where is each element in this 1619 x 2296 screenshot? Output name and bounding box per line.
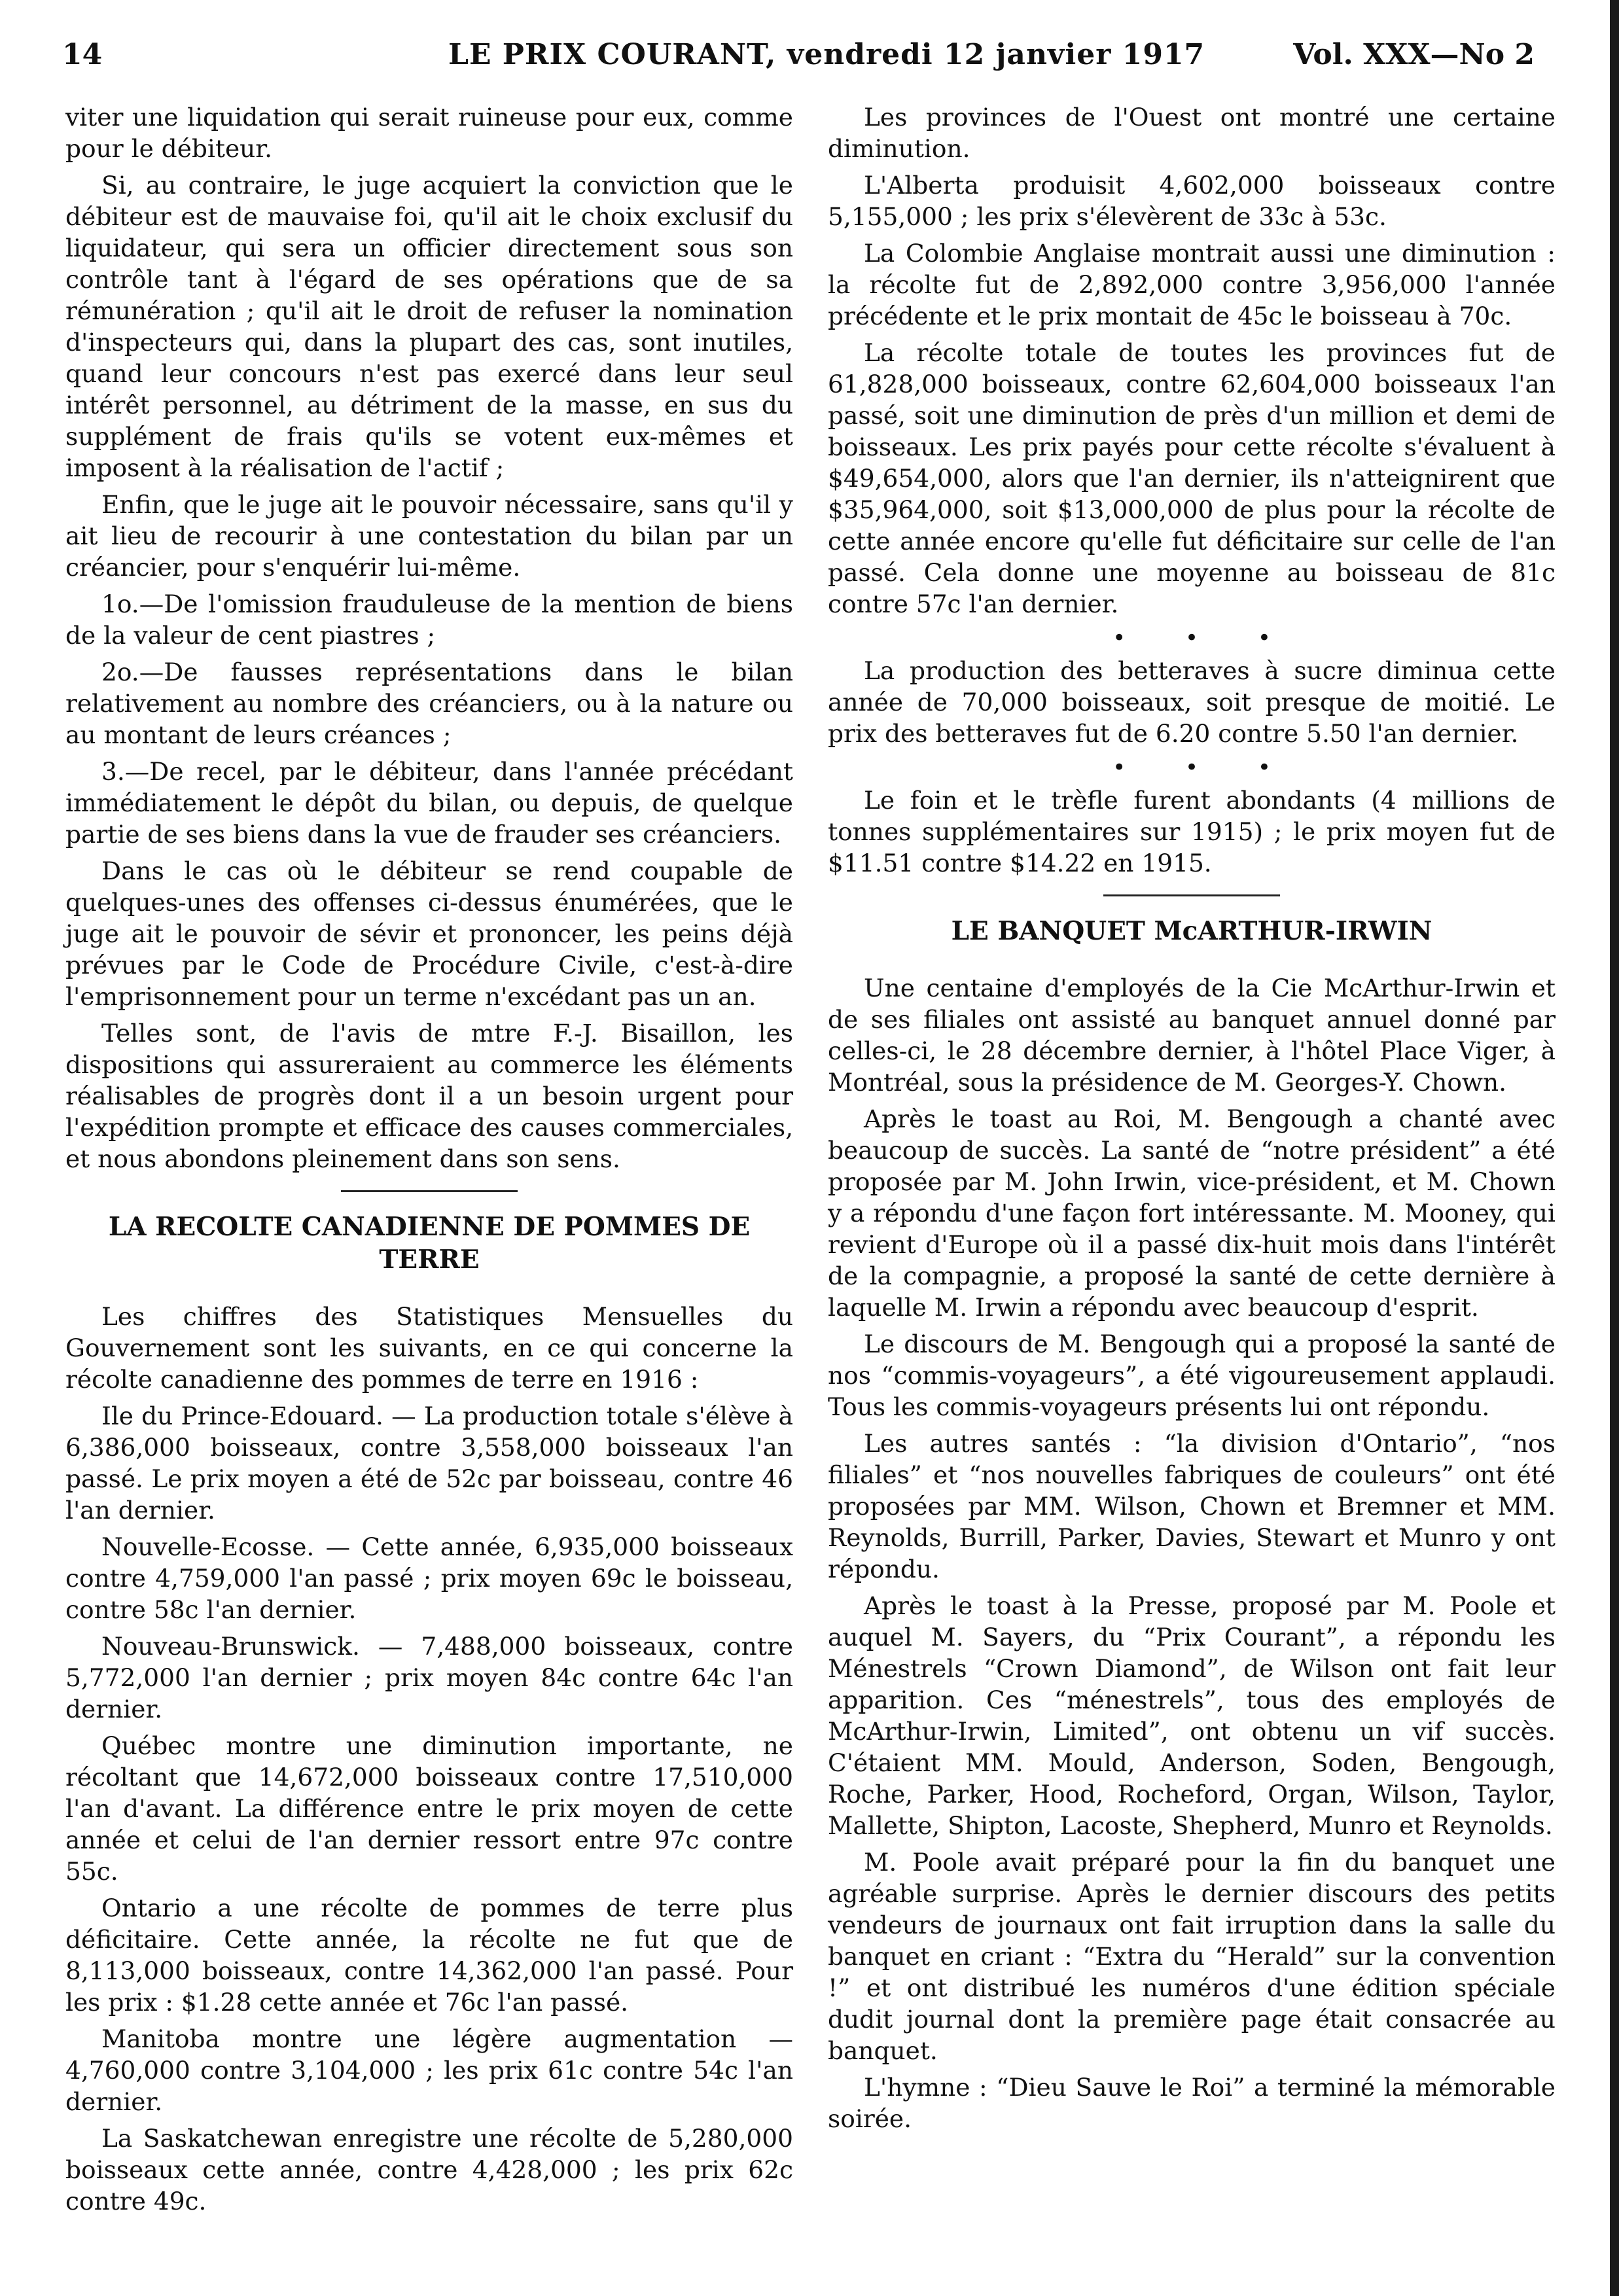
paragraph-hay: Le foin et le trèfle furent abondants (4 millions de tonnes supplémentaires sur 1915) ; le prix moyen fut de $11.51 contre $14.22 en 1915. <box>828 786 1556 877</box>
right-column <box>828 101 1556 2140</box>
paragraph: Telles sont, de l'avis de mtre F.-J. Bisaillon, les dispositions qui assureraient au commerce les éléments réalisables de progrès dont il a un besoin urgent pour l'expédition prompte et efficace des causes commerciales, et nous abondons pleinement dans son sens. <box>65 1019 793 1173</box>
paragraph: M. Poole avait préparé pour la fin du banquet une agréable surprise. Après le dernier discours des petits vendeurs de journaux ont fait irruption dans la salle du banquet en criant : “Extra du “Herald” sur la convention !” et ont distribué les numéros d'une édition spéciale dudit journal dont la première page était consacrée au banquet. <box>828 1848 1556 2065</box>
paragraph: Si, au contraire, le juge acquiert la conviction que le débiteur est de mauvaise foi, qu'il ait le choix exclusif du liquidateur, qui sera un officier directement sous son contrôle tant à l'égard de ses opérations que de sa rémunération ; qu'il ait le droit de refuser la nomination d'inspecteurs qui, dans la plupart des cas, sont inutiles, quand leur concours n'est pas exercé dans leur seul intérêt personnel, au détriment de la masse, en sus du supplément de frais qu'ils se votent eux-mêmes et imposent à la réalisation de l'actif ; <box>65 171 793 482</box>
page-edge-border <box>1610 0 1619 2296</box>
separator-dots: • • • <box>1112 625 1297 651</box>
paragraph: La Saskatchewan enregistre une récolte de 5,280,000 boisseaux cette année, contre 4,428,000 ; les prix 62c contre 49c. <box>65 2124 793 2216</box>
paragraph: La Colombie Anglaise montrait aussi une diminution : la récolte fut de 2,892,000 contre 3,956,000 l'année précédente et le prix montait de 45c le boisseau à 70c. <box>828 239 1556 330</box>
paragraph: L'Alberta produisit 4,602,000 boisseaux contre 5,155,000 ; les prix s'élevèrent de 33c à 53c. <box>828 171 1556 231</box>
volume-number: Vol. XXX—No 2 <box>1293 38 1535 71</box>
page-header <box>62 38 1535 84</box>
separator-dots: • • • <box>1112 754 1297 781</box>
page-number: 14 <box>62 38 103 71</box>
paragraph: La récolte totale de toutes les provinces fut de 61,828,000 boisseaux, contre 62,604,000 boisseaux l'an passé, soit une diminution de près d'un million et demi de boisseaux. Les prix payés pour cette récolte s'évaluent à $49,654,000, alors que l'an dernier, ils n'atteignirent que $35,964,000, soit $13,000,000 de plus pour la récolte de cette année encore qu'elle fut déficitaire sur celle de l'an passé. Cela donne une moyenne au boisseau de 81c contre 57c l'an dernier. <box>828 338 1556 618</box>
paragraph: L'hymne : “Dieu Sauve le Roi” a terminé la mémorable soirée. <box>828 2073 1556 2133</box>
paragraph: Ile du Prince-Edouard. — La production totale s'élève à 6,386,000 boisseaux, contre 3,558,000 boisseaux l'an passé. Le prix moyen a été de 52c par boisseau, contre 46 l'an dernier. <box>65 1402 793 1525</box>
section-heading-potato-harvest: LA RECOLTE CANADIENNE DE POMMES DE TERRE <box>108 1212 751 1275</box>
paragraph: Le discours de M. Bengough qui a proposé la santé de nos “commis-voyageurs”, a été vigoureusement applaudi. Tous les commis-voyageurs présents lui ont répondu. <box>828 1330 1556 1421</box>
paragraph: 2o.—De fausses représentations dans le bilan relativement au nombre des créanciers, ou à la nature ou au montant de leurs créances ; <box>65 658 793 749</box>
paragraph: viter une liquidation qui serait ruineuse pour eux, comme pour le débiteur. <box>65 103 793 163</box>
paragraph: Enfin, que le juge ait le pouvoir nécessaire, sans qu'il y ait lieu de recourir à une contestation du bilan par un créancier, pour s'enquérir lui-même. <box>65 490 793 582</box>
paragraph: Après le toast au Roi, M. Bengough a chanté avec beaucoup de succès. La santé de “notre président” a été proposée par M. John Irwin, vice-président, et M. Chown y a répondu d'une façon fort intéressante. M. Mooney, qui revient d'Europe où il a passé dix-huit mois dans l'intérêt de la compagnie, a proposé la santé de cette dernière à laquelle M. Irwin a répondu avec beaucoup d'esprit. <box>828 1104 1556 1322</box>
section-divider <box>341 1190 518 1192</box>
left-column <box>65 101 793 2222</box>
paragraph: Nouveau-Brunswick. — 7,488,000 boisseaux, contre 5,772,000 l'an dernier ; prix moyen 84c contre 64c l'an dernier. <box>65 1632 793 1723</box>
paragraph: Les chiffres des Statistiques Mensuelles du Gouvernement sont les suivants, en ce qui concerne la récolte canadienne des pommes de terre en 1916 : <box>65 1302 793 1394</box>
paragraph: Nouvelle-Ecosse. — Cette année, 6,935,000 boisseaux contre 4,759,000 l'an passé ; prix moyen 69c le boisseau, contre 58c l'an dernier. <box>65 1532 793 1624</box>
paragraph: Ontario a une récolte de pommes de terre plus déficitaire. Cette année, la récolte ne fut que de 8,113,000 boisseaux, contre 14,362,000 l'an passé. Pour les prix : $1.28 cette année et 76c l'an passé. <box>65 1894 793 2017</box>
paragraph: Après le toast à la Presse, proposé par M. Poole et auquel M. Sayers, du “Prix Courant”, a répondu les Ménestrels “Crown Diamond”, de Wilson ont fait leur apparition. Ces “ménestrels”, tous des employés de McArthur-Irwin, Limited”, ont obtenu un vif succès. C'étaient MM. Mould, Anderson, Soden, Bengough, Roche, Parker, Hood, Rocheford, Organ, Wilson, Taylor, Mallette, Shipton, Lacoste, Shepherd, Munro et Reynolds. <box>828 1591 1556 1840</box>
paragraph: Manitoba montre une légère augmentation — 4,760,000 contre 3,104,000 ; les prix 61c contre 54c l'an dernier. <box>65 2024 793 2116</box>
paragraph-beets: La production des betteraves à sucre diminua cette année de 70,000 boisseaux, soit presque de moitié. Le prix des betteraves fut de 6.20 contre 5.50 l'an dernier. <box>828 656 1556 748</box>
paragraph: 3.—De recel, par le débiteur, dans l'année précédant immédiatement le dépôt du bilan, ou depuis, de quelque partie de ses biens dans la vue de frauder ses créanciers. <box>65 757 793 849</box>
paragraph: Les provinces de l'Ouest ont montré une certaine diminution. <box>828 103 1556 163</box>
running-title: LE PRIX COURANT, vendredi 12 janvier 1917 <box>448 38 1205 71</box>
paragraph: Dans le cas où le débiteur se rend coupable de quelques-unes des offenses ci-dessus énumérées, que le juge ait le pouvoir de sévir et prononcer, les peins déjà prévues par le Code de Procédure Civile, c'est-à-dire l'emprisonnement pour un terme n'excédant pas un an. <box>65 857 793 1011</box>
section-divider <box>1103 894 1280 896</box>
paragraph: 1o.—De l'omission frauduleuse de la mention de biens de la valeur de cent piastres ; <box>65 590 793 650</box>
paragraph: Québec montre une diminution importante, ne récoltant que 14,672,000 boisseaux contre 17,510,000 l'an d'avant. La différence entre le prix moyen de cette année et celui de l'an dernier ressort entre 97c contre 55c. <box>65 1731 793 1886</box>
paragraph: Une centaine d'employés de la Cie McArthur-Irwin et de ses filiales ont assisté au banquet annuel donné par celles-ci, le 28 décembre dernier, à l'hôtel Place Viger, à Montréal, sous la présidence de M. Georges-Y. Chown. <box>828 974 1556 1097</box>
section-heading-banquet: LE BANQUET McARTHUR-IRWIN <box>951 916 1432 946</box>
paragraph: Les autres santés : “la division d'Ontario”, “nos filiales” et “nos nouvelles fabriques de couleurs” ont été proposées par MM. Wilson, Chown et Bremner et MM. Reynolds, Burrill, Parker, Davies, Stewart et Munro y ont répondu. <box>828 1429 1556 1583</box>
